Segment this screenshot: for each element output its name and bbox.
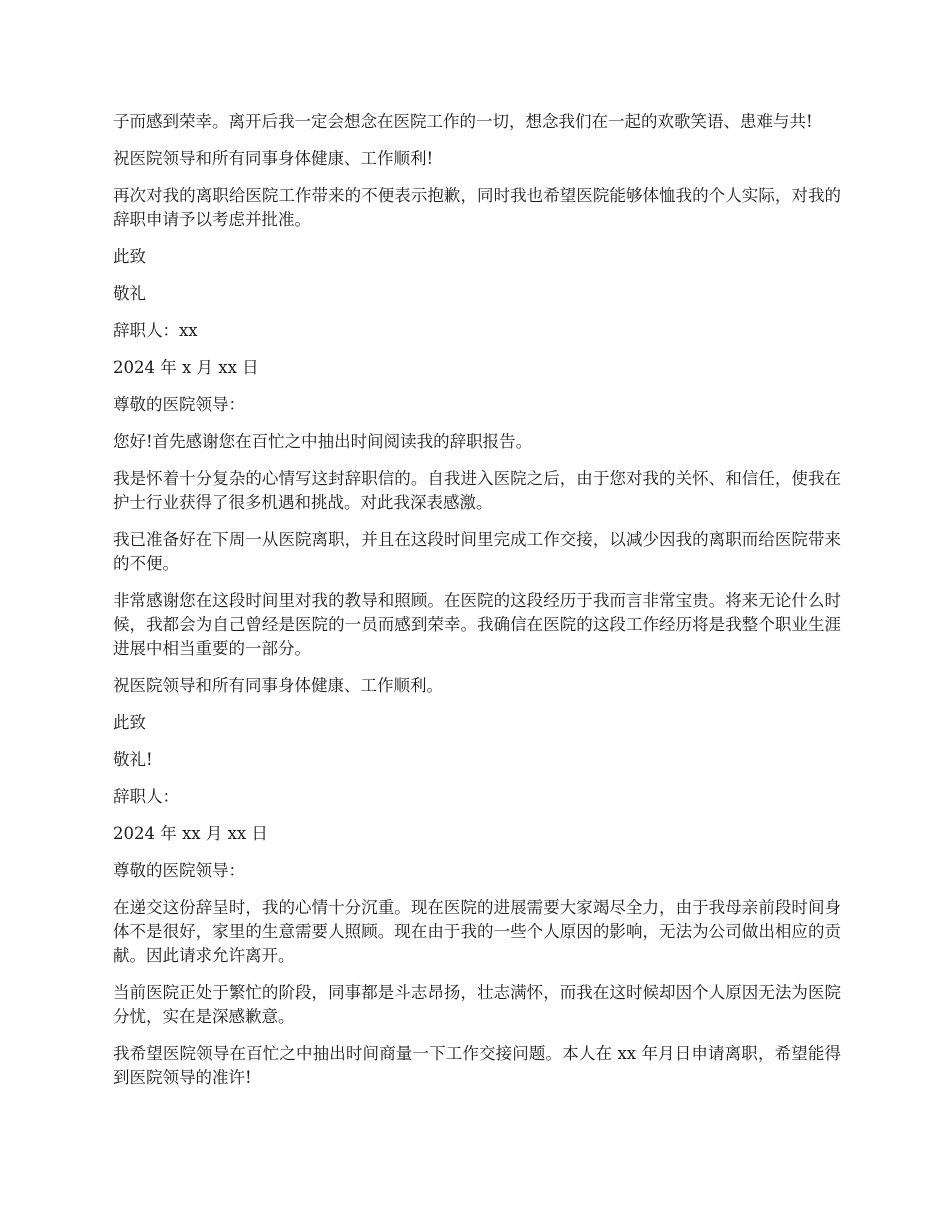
salutation-cizhi: 此致: [113, 247, 146, 266]
letter-greeting-2: 尊敬的医院领导：: [113, 861, 245, 880]
salutation-cizhi-2: 此致: [113, 713, 146, 732]
salutation-jingli: 敬礼: [113, 284, 146, 303]
paragraph-regret: 当前医院正处于繁忙的阶段，同事都是斗志昂扬，壮志满怀，而我在这时候却因个人原因无法为医院分忧，实在是深感歉意。: [113, 983, 841, 1026]
salutation-jingli-2: 敬礼!: [113, 750, 153, 769]
signature-line: 辞职人：xx: [113, 321, 198, 340]
signature-line-2: 辞职人：: [113, 787, 179, 806]
paragraph-wishes-2: 祝医院领导和所有同事身体健康、工作顺利。: [113, 676, 443, 695]
paragraph-apology: 再次对我的离职给医院工作带来的不便表示抱歉，同时我也希望医院能够体恤我的个人实际，对我的辞职申请予以考虑并批准。: [113, 186, 841, 229]
date-line-2: 2024 年 xx 月 xx 日: [113, 824, 268, 843]
paragraph-opening: 您好!首先感谢您在百忙之中抽出时间阅读我的辞职报告。: [113, 432, 533, 451]
paragraph-feelings: 我是怀着十分复杂的心情写这封辞职信的。自我进入医院之后，由于您对我的关怀、和信任，使我在护士行业获得了很多机遇和挑战。对此我深表感激。: [113, 469, 841, 512]
document-body: [113, 110, 841, 1103]
paragraph-request: 我希望医院领导在百忙之中抽出时间商量一下工作交接问题。本人在 xx 年月日申请离职，希望能得到医院领导的准许!: [113, 1044, 841, 1087]
paragraph-reason: 在递交这份辞呈时，我的心情十分沉重。现在医院的进展需要大家竭尽全力，由于我母亲前段时间身体不是很好，家里的生意需要人照顾。现在由于我的一些个人原因的影响，无法为公司做出相应的贡献。因此请求允许离开。: [113, 898, 841, 965]
paragraph-handover: 我已准备好在下周一从医院离职，并且在这段时间里完成工作交接，以减少因我的离职而给医院带来的不便。: [113, 530, 841, 573]
paragraph-gratitude: 非常感谢您在这段时间里对我的教导和照顾。在医院的这段经历于我而言非常宝贵。将来无论什么时候，我都会为自己曾经是医院的一员而感到荣幸。我确信在医院的这段工作经历将是我整个职业生涯进展中相当重要的一部分。: [113, 591, 841, 658]
paragraph-wishes: 祝医院领导和所有同事身体健康、工作顺利!: [113, 149, 434, 168]
paragraph-closing-thanks: 子而感到荣幸。离开后我一定会想念在医院工作的一切，想念我们在一起的欢歌笑语、患难与共!: [113, 112, 813, 131]
date-line: 2024 年 x 月 xx 日: [113, 358, 259, 377]
letter-greeting: 尊敬的医院领导：: [113, 395, 245, 414]
